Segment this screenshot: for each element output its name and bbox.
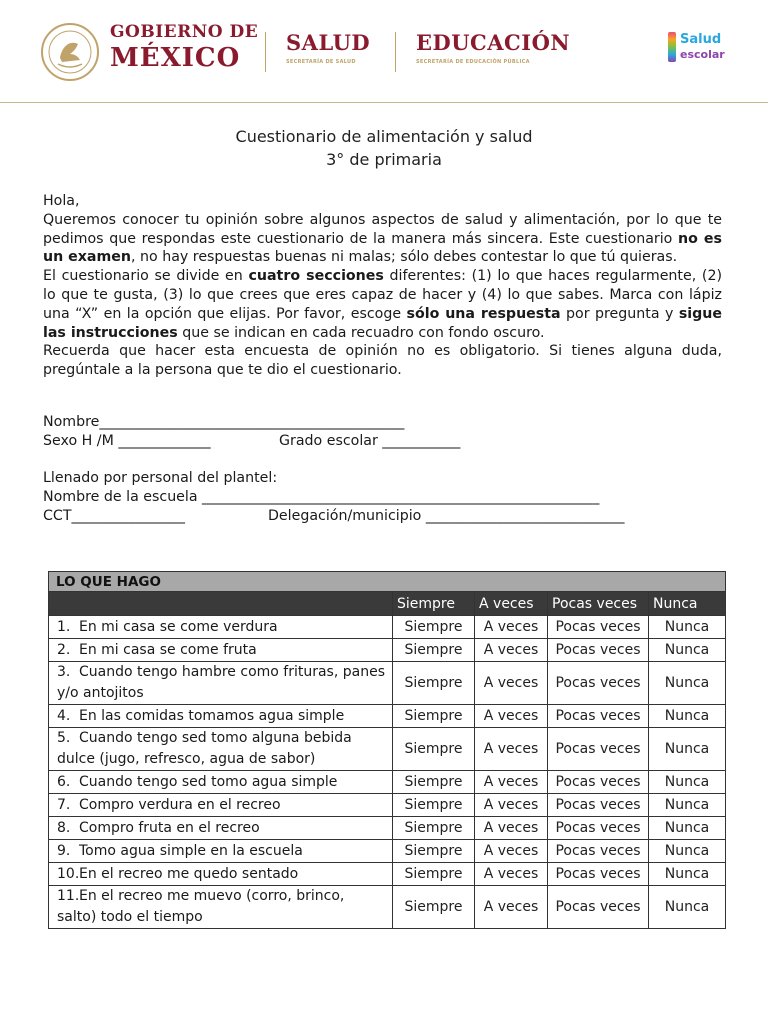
option-siempre[interactable]: Siempre — [393, 639, 475, 662]
header-a-veces: A veces — [475, 592, 548, 616]
nombre-field[interactable]: Nombre___________________________________________ — [43, 414, 405, 430]
page-header — [0, 0, 768, 103]
delegacion-field[interactable]: Delegación/municipio ____________________________ — [268, 508, 625, 524]
question-number: 10. — [57, 865, 80, 882]
text-span: El cuestionario se divide en — [43, 268, 249, 285]
table-row — [49, 840, 726, 863]
table-row — [49, 728, 726, 771]
bold-span: sigue las instrucciones — [43, 305, 722, 341]
question-number: 4. — [57, 707, 71, 724]
section-title: LO QUE HAGO — [49, 572, 726, 592]
question-text: Cuando tengo hambre como frituras, panes y/o antojitos — [57, 664, 385, 701]
option-a-veces[interactable]: A veces — [475, 639, 548, 662]
question-cell — [49, 817, 393, 840]
option-pocas-veces[interactable]: Pocas veces — [548, 662, 649, 705]
bold-span: no es un examen — [43, 230, 722, 266]
salud-logo — [286, 32, 370, 65]
question-text: Cuando tengo sed tomo agua simple — [79, 773, 338, 790]
option-a-veces[interactable]: A veces — [475, 662, 548, 705]
option-siempre[interactable]: Siempre — [393, 705, 475, 728]
option-pocas-veces[interactable]: Pocas veces — [548, 705, 649, 728]
bold-span: cuatro secciones — [248, 268, 384, 285]
gobierno-line1: GOBIERNO DE — [110, 22, 259, 42]
question-cell — [49, 886, 393, 929]
question-number: 1. — [57, 618, 71, 635]
question-number: 5. — [57, 730, 71, 746]
option-siempre[interactable]: Siempre — [393, 886, 475, 929]
option-siempre[interactable]: Siempre — [393, 728, 475, 771]
option-nunca[interactable]: Nunca — [649, 639, 726, 662]
question-text: En las comidas tomamos agua simple — [79, 707, 345, 724]
educacion-name: EDUCACIÓN — [416, 30, 571, 55]
option-a-veces[interactable]: A veces — [475, 863, 548, 886]
option-nunca[interactable]: Nunca — [649, 616, 726, 639]
option-pocas-veces[interactable]: Pocas veces — [548, 840, 649, 863]
option-nunca[interactable]: Nunca — [649, 863, 726, 886]
question-cell — [49, 771, 393, 794]
option-pocas-veces[interactable]: Pocas veces — [548, 728, 649, 771]
header-nunca: Nunca — [649, 592, 726, 616]
option-pocas-veces[interactable]: Pocas veces — [548, 817, 649, 840]
header-siempre: Siempre — [393, 592, 475, 616]
gobierno-de-mexico-logo — [110, 24, 258, 71]
grado-field[interactable]: Grado escolar ___________ — [279, 433, 461, 449]
header-pocas-veces: Pocas veces — [548, 592, 649, 616]
option-pocas-veces[interactable]: Pocas veces — [548, 771, 649, 794]
question-cell — [49, 662, 393, 705]
question-number: 3. — [57, 664, 71, 680]
option-nunca[interactable]: Nunca — [649, 817, 726, 840]
option-pocas-veces[interactable]: Pocas veces — [548, 616, 649, 639]
option-a-veces[interactable]: A veces — [475, 840, 548, 863]
logo-salud-text: Salud — [680, 32, 722, 47]
question-text: Tomo agua simple en la escuela — [79, 842, 303, 859]
question-cell — [49, 863, 393, 886]
bold-span: sólo una respuesta — [406, 305, 561, 322]
option-nunca[interactable]: Nunca — [649, 840, 726, 863]
option-nunca[interactable]: Nunca — [649, 886, 726, 929]
option-a-veces[interactable]: A veces — [475, 728, 548, 771]
option-nunca[interactable]: Nunca — [649, 771, 726, 794]
question-text: En el recreo me muevo (corro, brinco, salto) todo el tiempo — [57, 888, 345, 925]
option-nunca[interactable]: Nunca — [649, 662, 726, 705]
intro-text — [43, 192, 722, 380]
text-span: diferentes: (1) lo que haces regularmente, (2) lo que te gusta, (3) lo que crees que eres capaz de hacer y (4) lo que sabes. Marca con lápiz una “X” en la opción que elijas. Por favor, escoge — [43, 268, 723, 322]
question-text: En mi casa se come fruta — [79, 641, 257, 658]
greeting: Hola, — [43, 193, 80, 209]
question-cell — [49, 840, 393, 863]
intro-paragraph: Recuerda que hacer esta encuesta de opinión no es obligatorio. Si tienes alguna duda, pregúntale a la persona que te dio el cuestionario. — [43, 343, 722, 379]
logo-escolar-text: escolar — [680, 48, 725, 61]
question-cell — [49, 639, 393, 662]
table-body — [49, 616, 726, 929]
option-siempre[interactable]: Siempre — [393, 771, 475, 794]
sexo-field[interactable]: Sexo H /M _____________ — [43, 433, 211, 449]
section-header-row — [49, 572, 726, 592]
option-siempre[interactable]: Siempre — [393, 840, 475, 863]
table-row — [49, 794, 726, 817]
cct-field[interactable]: CCT________________ — [43, 508, 185, 524]
option-a-veces[interactable]: A veces — [475, 705, 548, 728]
text-span: que se indican en cada recuadro con fondo oscuro. — [177, 324, 545, 341]
question-number: 11. — [57, 888, 80, 904]
question-text: Compro fruta en el recreo — [79, 819, 260, 836]
question-cell — [49, 728, 393, 771]
question-text: En mi casa se come verdura — [79, 618, 278, 635]
question-text: Cuando tengo sed tomo alguna bebida dulce (jugo, refresco, agua de sabor) — [57, 730, 352, 767]
option-a-veces[interactable]: A veces — [475, 817, 548, 840]
question-number: 7. — [57, 796, 71, 813]
salud-subtitle: SECRETARÍA DE SALUD — [286, 59, 356, 65]
question-number: 8. — [57, 819, 71, 836]
table-row — [49, 616, 726, 639]
option-pocas-veces[interactable]: Pocas veces — [548, 886, 649, 929]
option-nunca[interactable]: Nunca — [649, 794, 726, 817]
escuela-field[interactable]: Nombre de la escuela ________________________________________________________ — [43, 489, 600, 505]
question-number: 9. — [57, 842, 71, 859]
questionnaire-table — [48, 571, 726, 929]
question-text: En el recreo me quedo sentado — [79, 865, 299, 882]
option-siempre[interactable]: Siempre — [393, 863, 475, 886]
salud-name: SALUD — [286, 30, 371, 55]
page-subtitle: 3° de primaria — [326, 150, 442, 169]
salud-escolar-logo — [668, 30, 730, 66]
option-a-veces[interactable]: A veces — [475, 886, 548, 929]
intro-paragraph — [43, 267, 722, 342]
header-divider — [395, 32, 396, 72]
option-siempre[interactable]: Siempre — [393, 794, 475, 817]
header-divider — [265, 32, 266, 72]
page-title: Cuestionario de alimentación y salud — [235, 127, 533, 146]
option-a-veces[interactable]: A veces — [475, 794, 548, 817]
option-nunca[interactable]: Nunca — [649, 705, 726, 728]
table-row — [49, 662, 726, 705]
question-cell — [49, 705, 393, 728]
intro-paragraph — [43, 211, 722, 267]
text-span: , no hay respuestas buenas ni malas; sólo debes contestar lo que tú quieras. — [131, 249, 678, 266]
llenado-label: Llenado por personal del plantel: — [43, 470, 278, 486]
coat-of-arms-seal — [40, 22, 100, 82]
table-row — [49, 817, 726, 840]
question-number: 2. — [57, 641, 71, 658]
question-number: 6. — [57, 773, 71, 790]
option-pocas-veces[interactable]: Pocas veces — [548, 639, 649, 662]
table-row — [49, 705, 726, 728]
question-cell — [49, 616, 393, 639]
option-siempre[interactable]: Siempre — [393, 616, 475, 639]
text-span: Queremos conocer tu opinión sobre algunos aspectos de salud y alimentación, por lo que te pedimos que respondas este cuestionario de la manera más sincera. Este cuestionario — [43, 211, 722, 247]
option-pocas-veces[interactable]: Pocas veces — [548, 863, 649, 886]
option-pocas-veces[interactable]: Pocas veces — [548, 794, 649, 817]
table-row — [49, 886, 726, 929]
table-row — [49, 863, 726, 886]
educacion-logo — [416, 32, 570, 65]
option-nunca[interactable]: Nunca — [649, 728, 726, 771]
option-siempre[interactable]: Siempre — [393, 817, 475, 840]
question-header — [49, 592, 393, 616]
option-siempre[interactable]: Siempre — [393, 662, 475, 705]
text-span: por pregunta y — [560, 305, 679, 322]
color-bar-icon — [668, 32, 676, 62]
table-row — [49, 771, 726, 794]
gobierno-line2: MÉXICO — [110, 43, 241, 73]
option-a-veces[interactable]: A veces — [475, 771, 548, 794]
educacion-subtitle: SECRETARÍA DE EDUCACIÓN PÚBLICA — [416, 59, 530, 65]
option-a-veces[interactable]: A veces — [475, 616, 548, 639]
table-row — [49, 639, 726, 662]
question-text: Compro verdura en el recreo — [79, 796, 281, 813]
question-cell — [49, 794, 393, 817]
column-header-row — [49, 592, 726, 616]
